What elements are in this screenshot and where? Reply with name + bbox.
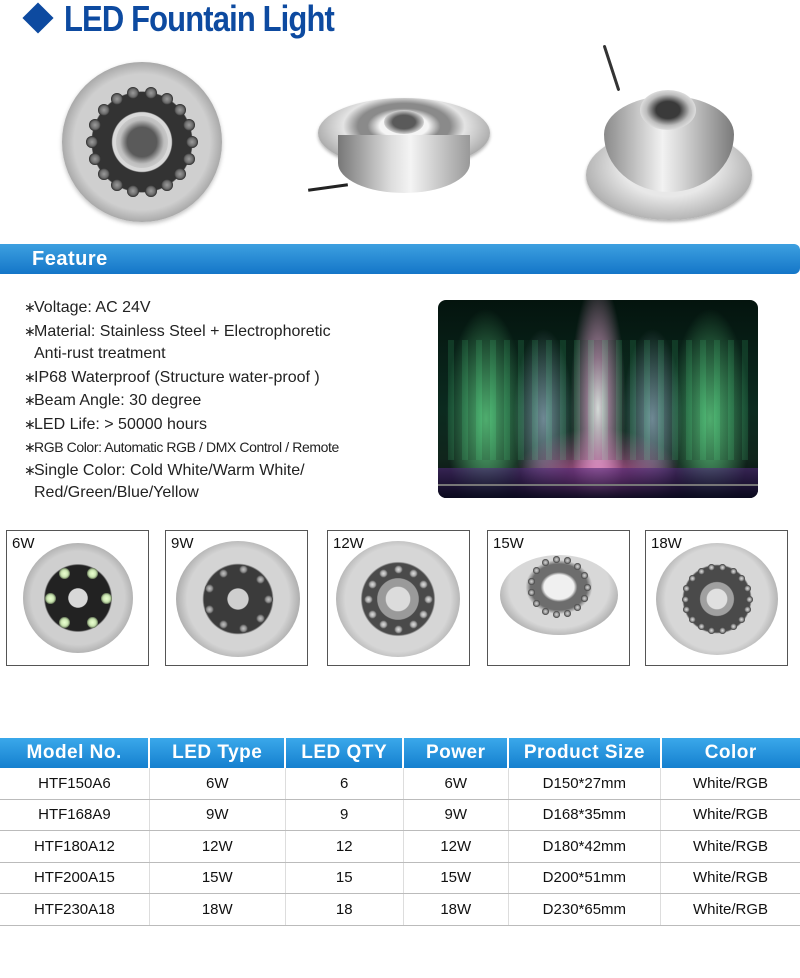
- led-dot: [683, 585, 690, 592]
- led-dot: [689, 575, 696, 582]
- cell-led-qty: 12: [285, 831, 403, 863]
- led-dot: [87, 568, 98, 579]
- led-dot: [183, 153, 195, 165]
- cell-product-size: D230*65mm: [508, 894, 660, 926]
- led-dot: [419, 610, 428, 619]
- table-header-row: [0, 738, 800, 768]
- cell-color: White/RGB: [661, 862, 800, 894]
- cell-product-size: D200*51mm: [508, 862, 660, 894]
- cell-color: White/RGB: [661, 799, 800, 831]
- cell-product-size: D180*42mm: [508, 831, 660, 863]
- led-dot: [730, 623, 737, 630]
- led-dot: [730, 568, 737, 575]
- thumbnail-6w: [6, 530, 149, 666]
- led-dot: [746, 596, 753, 603]
- feature-spec-list: [24, 296, 424, 505]
- led-dot: [744, 585, 751, 592]
- table-row: [0, 768, 800, 799]
- led-dot: [719, 564, 726, 571]
- table-row: [0, 894, 800, 926]
- led-dot: [59, 568, 70, 579]
- led-dot: [719, 627, 726, 634]
- led-dot: [161, 93, 173, 105]
- column-header-power: Power: [403, 738, 508, 768]
- cell-power: 18W: [403, 894, 508, 926]
- led-dot: [689, 616, 696, 623]
- led-dot: [542, 608, 549, 615]
- spec-item: ∗LED Life: > 50000 hours: [24, 415, 208, 433]
- cell-led-qty: 6: [285, 768, 403, 799]
- led-dot: [111, 93, 123, 105]
- product-photo-back-view: [586, 44, 752, 220]
- led-dot: [127, 87, 139, 99]
- thumbnail-15w: [487, 530, 630, 666]
- thumbnail-label: 12W: [333, 535, 364, 552]
- cell-led-qty: 18: [285, 894, 403, 926]
- led-dot: [564, 557, 571, 564]
- led-dot: [553, 556, 560, 563]
- thumbnail-label: 15W: [493, 535, 524, 552]
- spec-item: ∗Single Color: Cold White/Warm White/: [24, 461, 305, 479]
- thumbnail-12w: [327, 530, 470, 666]
- thumbnail-label: 6W: [12, 535, 35, 552]
- led-dot: [45, 593, 56, 604]
- spec-item-continued: Red/Green/Blue/Yellow: [34, 484, 199, 501]
- feature-heading: Feature: [32, 248, 108, 270]
- led-dot: [738, 575, 745, 582]
- led-dot: [364, 595, 373, 604]
- led-dot: [368, 580, 377, 589]
- spec-item: ∗Material: Stainless Steel + Electrophoretic: [24, 322, 331, 340]
- water-surface: [438, 468, 758, 498]
- led-dot: [394, 565, 403, 574]
- spec-item-continued: Anti-rust treatment: [34, 345, 166, 362]
- cell-power: 9W: [403, 799, 508, 831]
- building-facade: [448, 340, 748, 460]
- spec-item: ∗IP68 Waterproof (Structure water-proof ): [24, 368, 320, 386]
- cell-model: HTF200A15: [0, 862, 149, 894]
- table-row: [0, 831, 800, 863]
- spec-item: ∗Beam Angle: 30 degree: [24, 392, 202, 409]
- led-dot: [101, 593, 112, 604]
- railing: [438, 484, 758, 486]
- led-dot: [698, 568, 705, 575]
- table-row: [0, 799, 800, 831]
- cell-led-type: 15W: [149, 862, 285, 894]
- cell-led-type: 9W: [149, 799, 285, 831]
- cell-led-type: 12W: [149, 831, 285, 863]
- cell-product-size: D150*27mm: [508, 768, 660, 799]
- led-dot: [205, 605, 214, 614]
- led-dot: [379, 620, 388, 629]
- table-row: [0, 862, 800, 894]
- led-dot: [424, 595, 433, 604]
- cell-model: HTF150A6: [0, 768, 149, 799]
- led-dot: [186, 136, 198, 148]
- product-photo-angle-view: [318, 90, 490, 200]
- led-dot: [86, 136, 98, 148]
- led-dot: [708, 627, 715, 634]
- column-header-product-size: Product Size: [508, 738, 660, 768]
- column-header-led-type: LED Type: [149, 738, 285, 768]
- cell-model: HTF230A18: [0, 894, 149, 926]
- led-dot: [368, 610, 377, 619]
- led-dot: [708, 564, 715, 571]
- led-dot: [379, 569, 388, 578]
- led-dot: [581, 595, 588, 602]
- cell-product-size: D168*35mm: [508, 799, 660, 831]
- spec-table: [0, 738, 800, 926]
- cell-power: 6W: [403, 768, 508, 799]
- led-dot: [409, 620, 418, 629]
- led-dot: [533, 600, 540, 607]
- led-dot: [98, 104, 110, 116]
- spec-item: ∗Voltage: AC 24V: [24, 299, 151, 316]
- led-dot: [698, 623, 705, 630]
- column-header-color: Color: [661, 738, 800, 768]
- led-dot: [219, 620, 228, 629]
- cell-model: HTF180A12: [0, 831, 149, 863]
- led-dot: [219, 569, 228, 578]
- led-dot: [409, 569, 418, 578]
- led-dot: [59, 617, 70, 628]
- led-dot: [239, 624, 248, 633]
- led-dot: [738, 616, 745, 623]
- fountain-night-photo: [438, 300, 758, 498]
- thumbnail-label: 9W: [171, 535, 194, 552]
- cell-color: White/RGB: [661, 831, 800, 863]
- cell-led-type: 18W: [149, 894, 285, 926]
- led-dot: [528, 578, 535, 585]
- cell-led-type: 6W: [149, 768, 285, 799]
- thumbnail-9w: [165, 530, 308, 666]
- led-dot: [89, 153, 101, 165]
- led-dot: [533, 567, 540, 574]
- diamond-bullet-icon: [22, 2, 53, 33]
- led-dot: [89, 119, 101, 131]
- led-dot: [145, 185, 157, 197]
- led-dot: [542, 559, 549, 566]
- led-dot: [239, 565, 248, 574]
- led-dot: [394, 625, 403, 634]
- led-dot: [87, 617, 98, 628]
- led-dot: [553, 611, 560, 618]
- cell-power: 12W: [403, 831, 508, 863]
- led-dot: [584, 584, 591, 591]
- feature-section-bar: [0, 244, 800, 274]
- cell-led-qty: 15: [285, 862, 403, 894]
- page-header: [0, 0, 800, 46]
- cell-color: White/RGB: [661, 894, 800, 926]
- led-dot: [682, 596, 689, 603]
- spec-item: ∗RGB Color: Automatic RGB / DMX Control / Remote: [24, 439, 339, 455]
- column-header-led-qty: LED QTY: [285, 738, 403, 768]
- led-dot: [183, 119, 195, 131]
- cell-color: White/RGB: [661, 768, 800, 799]
- cell-power: 15W: [403, 862, 508, 894]
- product-photo-top-view: [62, 62, 222, 222]
- column-header-model: Model No.: [0, 738, 149, 768]
- cell-model: HTF168A9: [0, 799, 149, 831]
- thumbnail-label: 18W: [651, 535, 682, 552]
- led-dot: [574, 563, 581, 570]
- cell-led-qty: 9: [285, 799, 403, 831]
- led-dot: [98, 168, 110, 180]
- led-dot: [419, 580, 428, 589]
- page-title: LED Fountain Light: [64, 0, 334, 39]
- led-dot: [264, 595, 273, 604]
- led-dot: [145, 87, 157, 99]
- thumbnail-18w: [645, 530, 788, 666]
